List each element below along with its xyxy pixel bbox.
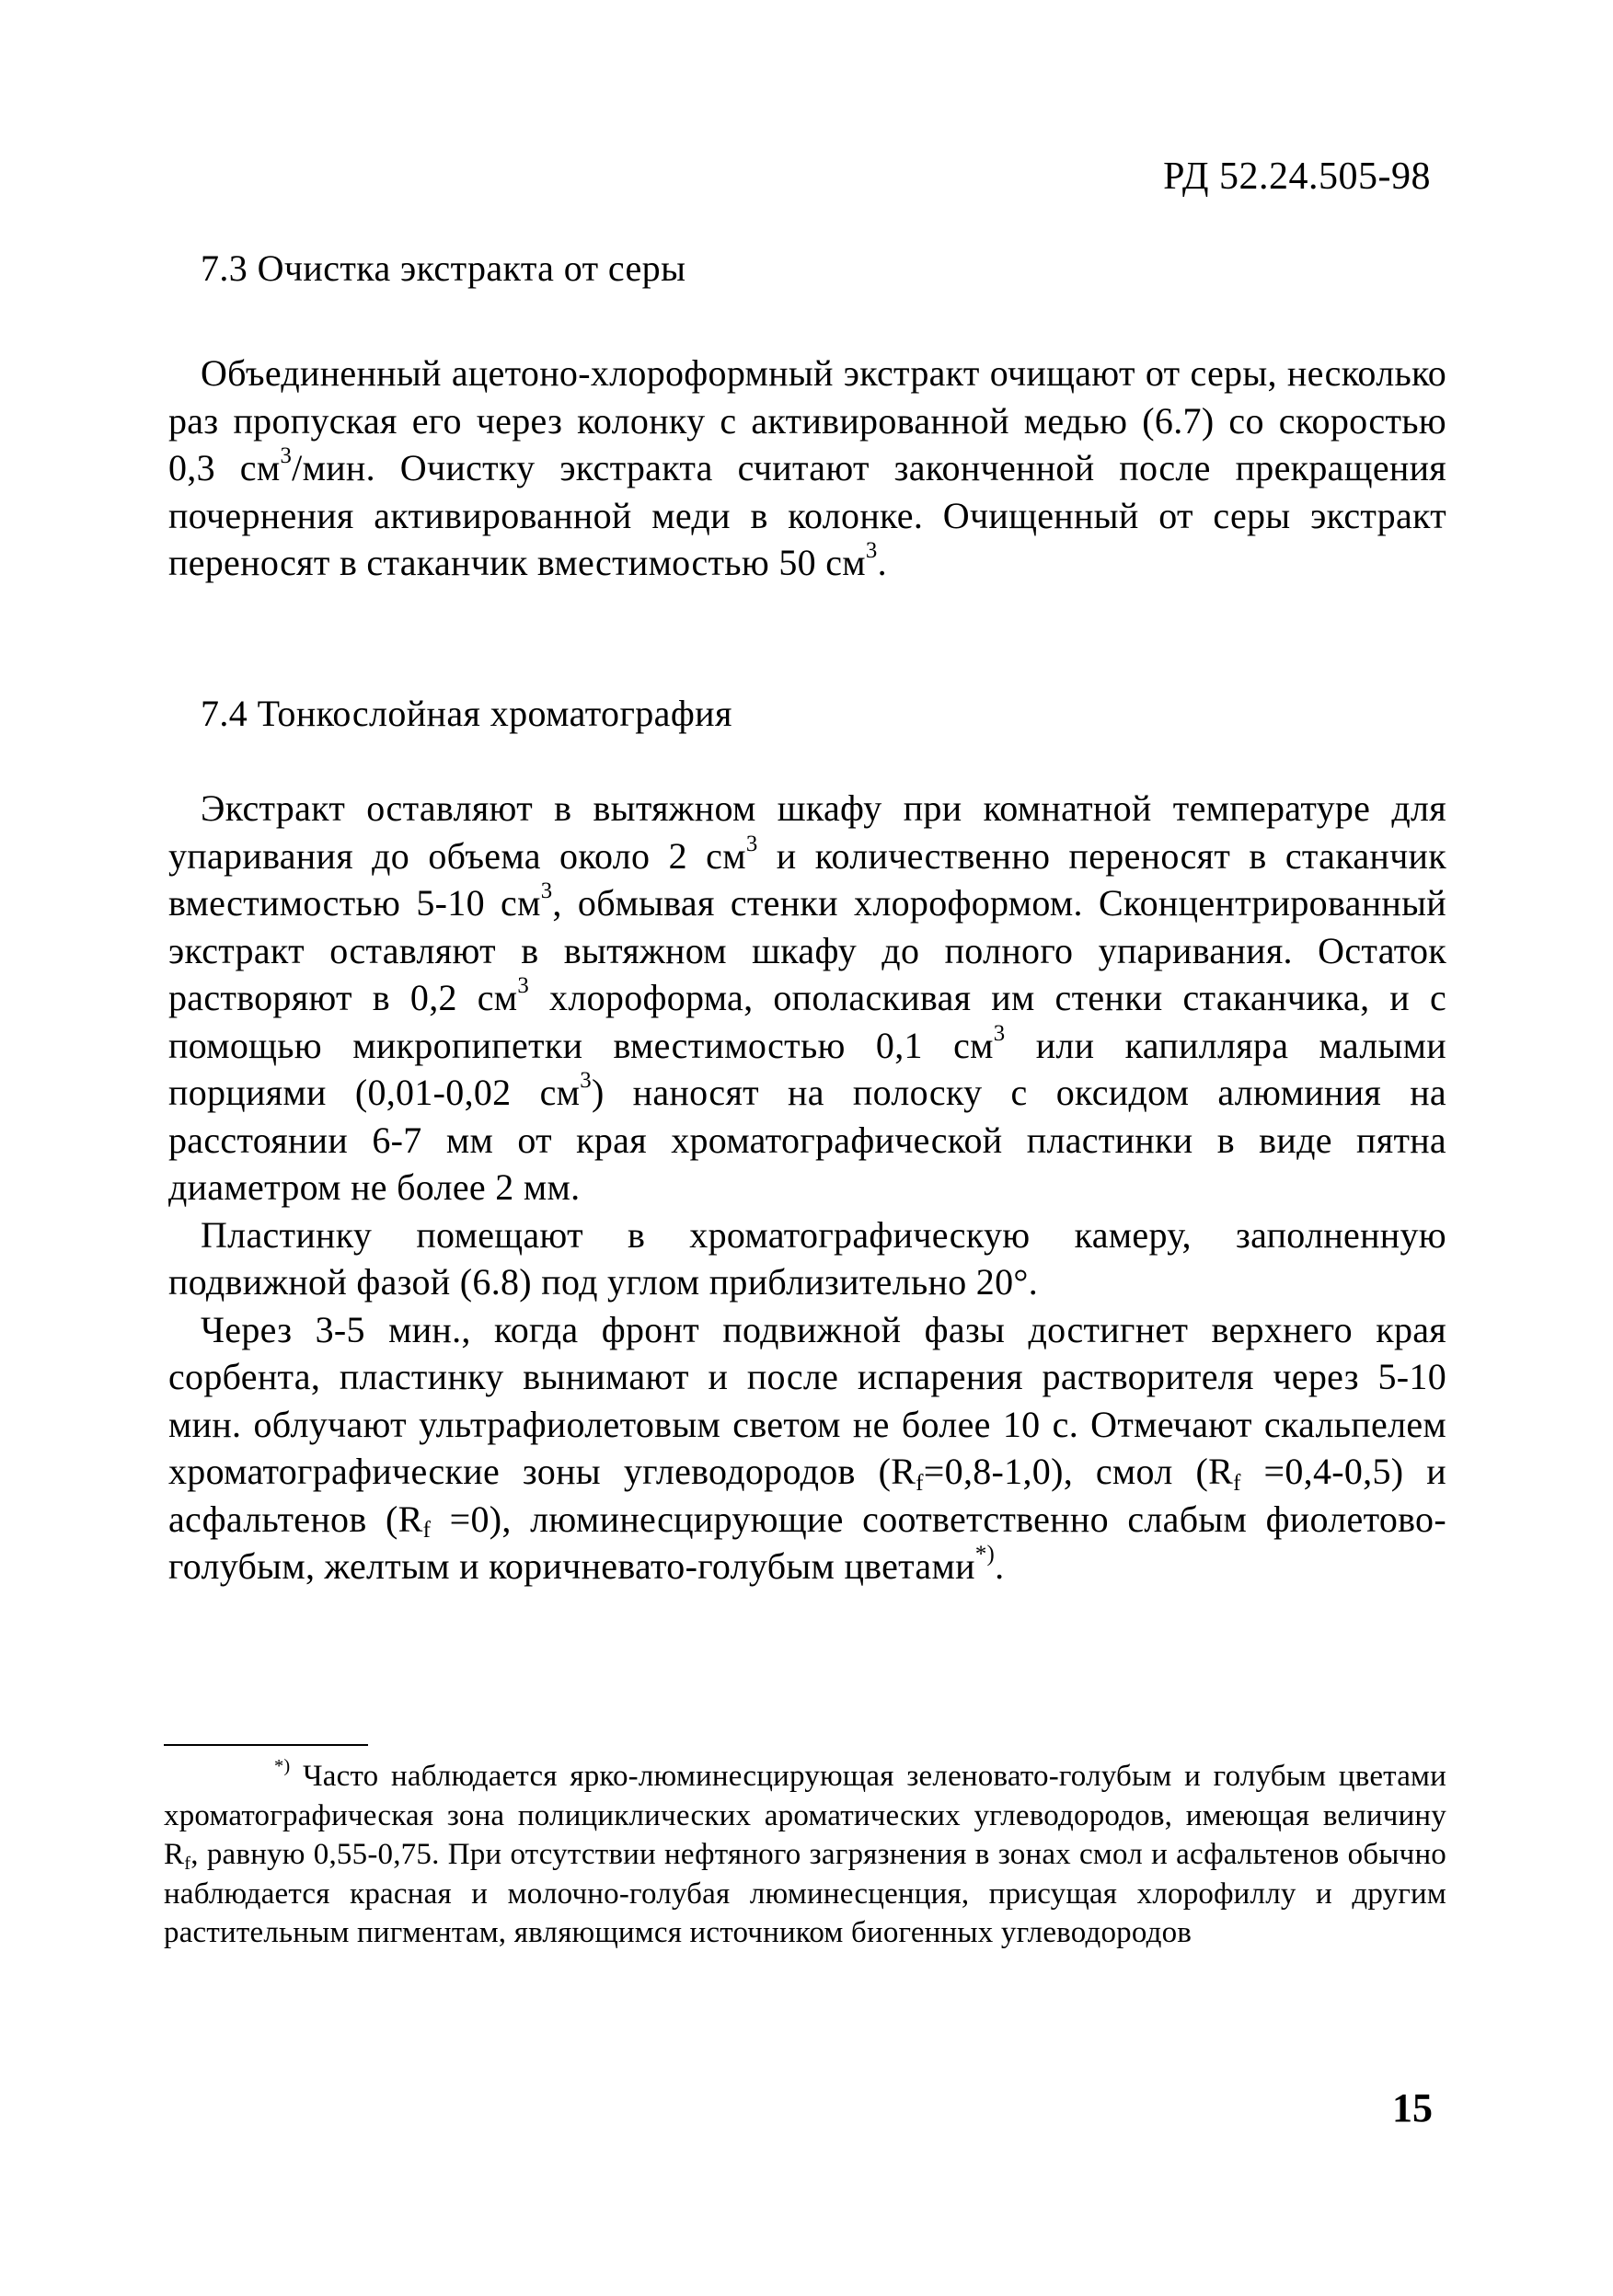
document-code: РД 52.24.505-98: [1163, 155, 1431, 198]
page-number: 15: [1392, 2085, 1433, 2130]
paragraph: Объединенный ацетоно-хлороформный экстракт очищают от серы, несколько раз пропуская его через колонку с активированной медью (6.7) со скоростью 0,3 $см^3$/мин. Очистку экстракта считают законченной после прекращения почернения активированной меди в колонке. Очищенный от серы экстракт переносят в стаканчик вместимостью 50 $см^3$.: [168, 352, 1446, 583]
paragraph: Через 3-5 мин., когда фронт подвижной фазы достигнет верхнего края сорбента, пластинку вынимают и после испарения растворителя через 5-10 мин. облучают ультрафиолетовым светом не более 10 с. Отмечают скальпелем хроматографические зоны углеводородов $(R_f=0,8-1,0)$, смол $(R_f =0,4-0,5)$ и асфальтенов $(R_f =0)$, люминесцирующие соответственно слабым фиолетово-голубым, желтым и коричневато-голубым цветами*).: [168, 1308, 1446, 1587]
paragraph: Пластинку помещают в хроматографическую камеру, заполненную подвижной фазой (6.8) под углом приблизительно 20°.: [168, 1213, 1446, 1303]
section-heading-7-4: 7.4 Тонкослойная хроматография: [201, 693, 732, 734]
paragraph: Экстракт оставляют в вытяжном шкафу при комнатной температуре для упаривания до объема около 2 $см^3$ и количественно переносят в стаканчик вместимостью 5-10 $см^3$, обмывая стенки хлороформом. Сконцентрированный экстракт оставляют в вытяжном шкафу до полного упаривания. Остаток растворяют в 0,2 $см^3$ хлороформа, ополаскивая им стенки стаканчика, и с помощью микропипетки вместимостью 0,1 $см^3$ или капилляра малыми порциями (0,01-0,02 $см^3$) наносят на полоску с оксидом алюминия на расстоянии 6-7 мм от края хроматографической пластинки в виде пятна диаметром не более 2 мм.: [168, 787, 1446, 1208]
section-7-4-body: [168, 785, 1446, 1590]
footnote-marker: *): [274, 1755, 291, 1776]
footnote: [164, 1757, 1446, 1953]
footnote-text: *) Часто наблюдается ярко-люминесцирующая зеленовато-голубым и голубым цветами хроматографическая зона полициклических ароматических углеводородов, имеющая величину $R_f$, равную 0,55-0,75. При отсутствии нефтяного загрязнения в зонах смол и асфальтенов обычно наблюдается красная и молочно-голубая люминесценция, присущая хлорофиллу и другим растительным пигментам, являющимся источником биогенных углеводородов: [164, 1755, 1446, 1949]
section-heading-7-3: 7.3 Очистка экстракта от серы: [201, 247, 686, 289]
footnote-divider: [164, 1744, 368, 1746]
section-7-3-body: [168, 350, 1446, 587]
